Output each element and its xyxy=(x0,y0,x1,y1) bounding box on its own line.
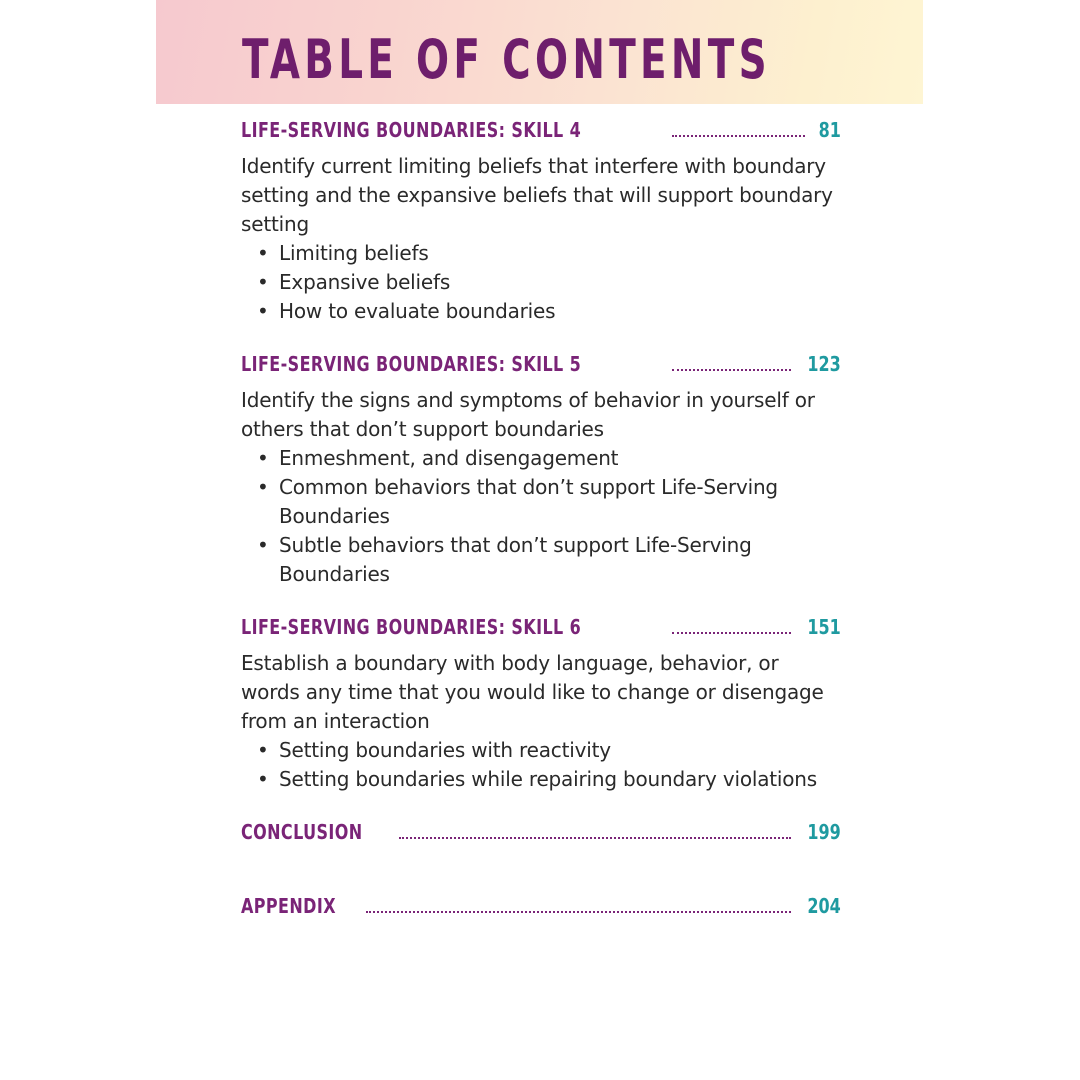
entry-title: APPENDIX xyxy=(241,894,336,918)
toc-entry-appendix[interactable] xyxy=(241,894,841,928)
entry-title: LIFE-SERVING BOUNDARIES: SKILL 4 xyxy=(241,118,582,142)
dot-leader xyxy=(399,836,791,839)
toc-entry-skill-5[interactable] xyxy=(241,352,841,386)
bullet-icon: • xyxy=(257,767,269,791)
bullet-icon: • xyxy=(257,446,269,470)
entry-title: CONCLUSION xyxy=(241,820,363,844)
bullet-list xyxy=(241,239,841,326)
toc-section-conclusion xyxy=(241,820,841,854)
toc-section-skill-4 xyxy=(241,118,841,326)
list-item: • Setting boundaries while repairing boundary violations xyxy=(255,765,841,794)
dot-leader xyxy=(672,134,805,137)
bullet-icon: • xyxy=(257,299,269,323)
toc-section-appendix xyxy=(241,894,841,928)
dot-leader xyxy=(672,368,791,371)
toc-entry-skill-6[interactable] xyxy=(241,615,841,649)
list-item: • Subtle behaviors that don’t support Life-Serving Boundaries xyxy=(257,533,752,586)
list-item: • How to evaluate boundaries xyxy=(255,297,841,326)
list-item: • Limiting beliefs xyxy=(255,239,841,268)
list-item: • Setting boundaries with reactivity xyxy=(255,736,841,765)
bullet-icon: • xyxy=(257,738,269,762)
toc-entry-skill-4[interactable] xyxy=(241,118,841,152)
entry-description: Identify the signs and symptoms of behavior in yourself or others that don’t support boundaries xyxy=(241,388,815,441)
bullet-icon: • xyxy=(257,475,269,499)
entry-title: LIFE-SERVING BOUNDARIES: SKILL 5 xyxy=(241,352,582,376)
entry-title: LIFE-SERVING BOUNDARIES: SKILL 6 xyxy=(241,615,582,639)
bullet-list xyxy=(241,736,841,794)
dot-leader xyxy=(672,631,791,634)
page-number: 123 xyxy=(807,352,841,376)
entry-description: Identify current limiting beliefs that interfere with boundary setting and the expansive beliefs that will support boundary setting xyxy=(241,154,833,236)
list-item: • Enmeshment, and disengagement xyxy=(255,444,841,473)
bullet-icon: • xyxy=(257,533,269,557)
page-number: 81 xyxy=(818,118,841,142)
toc-section-skill-6 xyxy=(241,615,841,794)
page-number: 199 xyxy=(807,820,841,844)
bullet-icon: • xyxy=(257,270,269,294)
page-title: TABLE OF CONTENTS xyxy=(242,28,771,91)
dot-leader xyxy=(366,910,792,913)
page-number: 204 xyxy=(807,894,841,918)
list-item: • Common behaviors that don’t support Life-Serving Boundaries xyxy=(257,475,778,528)
toc-section-skill-5 xyxy=(241,352,841,589)
toc-entry-conclusion[interactable] xyxy=(241,820,841,854)
book-page xyxy=(156,0,923,1080)
bullet-list xyxy=(241,444,841,589)
list-item: • Expansive beliefs xyxy=(255,268,841,297)
page-number: 151 xyxy=(807,615,841,639)
table-of-contents xyxy=(241,118,841,968)
header-band xyxy=(156,0,923,104)
entry-description: Establish a boundary with body language, behavior, or words any time that you would like to change or disengage from an interaction xyxy=(241,651,824,733)
bullet-icon: • xyxy=(257,241,269,265)
